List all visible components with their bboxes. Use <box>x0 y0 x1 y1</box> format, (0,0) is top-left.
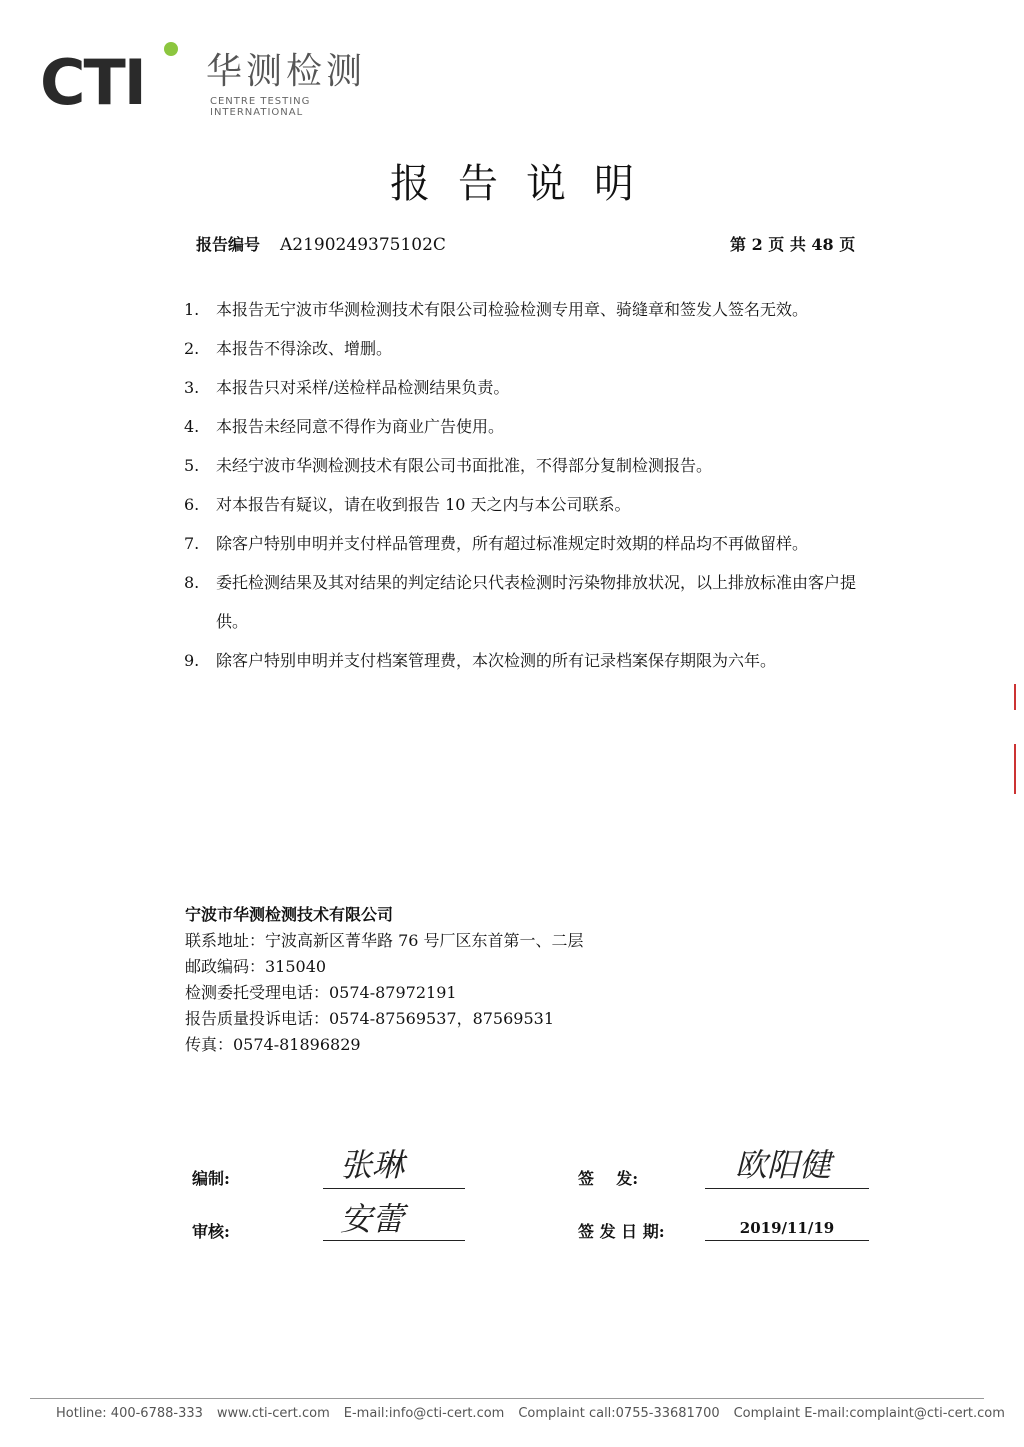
list-item: 5. 未经宁波市华测检测技术有限公司书面批准，不得部分复制检测报告。 <box>184 456 713 475</box>
issue-date: 2019/11/19 <box>739 1219 835 1237</box>
footer-email: E-mail:info@cti-cert.com <box>343 1406 505 1421</box>
scan-mark <box>1014 684 1016 710</box>
date-label: 签 发 日 期: <box>578 1222 665 1241</box>
logo-brand: CTI <box>40 46 145 119</box>
reviewed-signature: 安蕾 <box>340 1200 405 1238</box>
list-item: 4. 本报告未经同意不得作为商业广告使用。 <box>184 417 505 436</box>
date-line <box>705 1240 869 1241</box>
issued-signature: 欧阳健 <box>735 1146 832 1184</box>
logo-en-name: CENTRE TESTING INTERNATIONAL <box>210 96 311 118</box>
company-fax: 传真：0574-81896829 <box>185 1035 361 1054</box>
footer-divider <box>30 1398 984 1399</box>
list-item: 6. 对本报告有疑议，请在收到报告 10 天之内与本公司联系。 <box>184 495 631 514</box>
page-title: 报告说明 <box>390 161 662 207</box>
company-logo <box>40 40 380 120</box>
reviewed-label: 审核: <box>192 1222 230 1241</box>
company-contact <box>185 902 584 1058</box>
company-address: 联系地址：宁波高新区菁华路 76 号厂区东首第一、二层 <box>185 931 584 950</box>
logo-dot-icon <box>164 42 178 56</box>
list-item: 8. 委托检测结果及其对结果的判定结论只代表检测时污染物排放状况，以上排放标准由客户提供。 <box>184 573 857 631</box>
company-postcode: 邮政编码：315040 <box>185 957 327 976</box>
company-name: 宁波市华测检测技术有限公司 <box>185 905 394 924</box>
footer-complaint-email: Complaint E-mail:complaint@cti-cert.com <box>733 1406 1005 1421</box>
logo-cn-name: 华测检测 <box>206 51 367 92</box>
report-number-label: 报告编号 <box>196 235 261 254</box>
list-item: 3. 本报告只对采样/送检样品检测结果负责。 <box>184 378 510 397</box>
report-number-value: A2190249375102C <box>280 235 446 255</box>
list-item: 7. 除客户特别申明并支付样品管理费，所有超过标准规定时效期的样品均不再做留样。 <box>184 534 809 553</box>
prepared-label: 编制: <box>192 1169 230 1188</box>
service-phone: 检测委托受理电话：0574-87972191 <box>185 983 457 1002</box>
footer-hotline: Hotline: 400-6788-333 <box>56 1406 203 1421</box>
list-item: 9. 除客户特别申明并支付档案管理费，本次检测的所有记录档案保存期限为六年。 <box>184 651 777 670</box>
prepared-line <box>323 1188 465 1189</box>
scan-mark <box>1014 744 1016 794</box>
footer-complaint-call: Complaint call:0755-33681700 <box>518 1406 720 1421</box>
list-item: 2. 本报告不得涂改、增删。 <box>184 339 393 358</box>
list-item: 1. 本报告无宁波市华测检测技术有限公司检验检测专用章、骑缝章和签发人签名无效。 <box>184 300 809 319</box>
issued-line <box>705 1188 869 1189</box>
issued-label: 签 发: <box>578 1169 639 1188</box>
footer-website: www.cti-cert.com <box>216 1406 330 1421</box>
report-number <box>196 232 446 255</box>
prepared-signature: 张琳 <box>340 1146 405 1184</box>
reviewed-line <box>323 1240 465 1241</box>
notes-list <box>184 290 864 680</box>
page-info: 第 2 页 共 48 页 <box>730 235 856 254</box>
complaint-phone: 报告质量投诉电话：0574-87569537，87569531 <box>185 1009 555 1028</box>
page-footer <box>56 1406 1005 1421</box>
